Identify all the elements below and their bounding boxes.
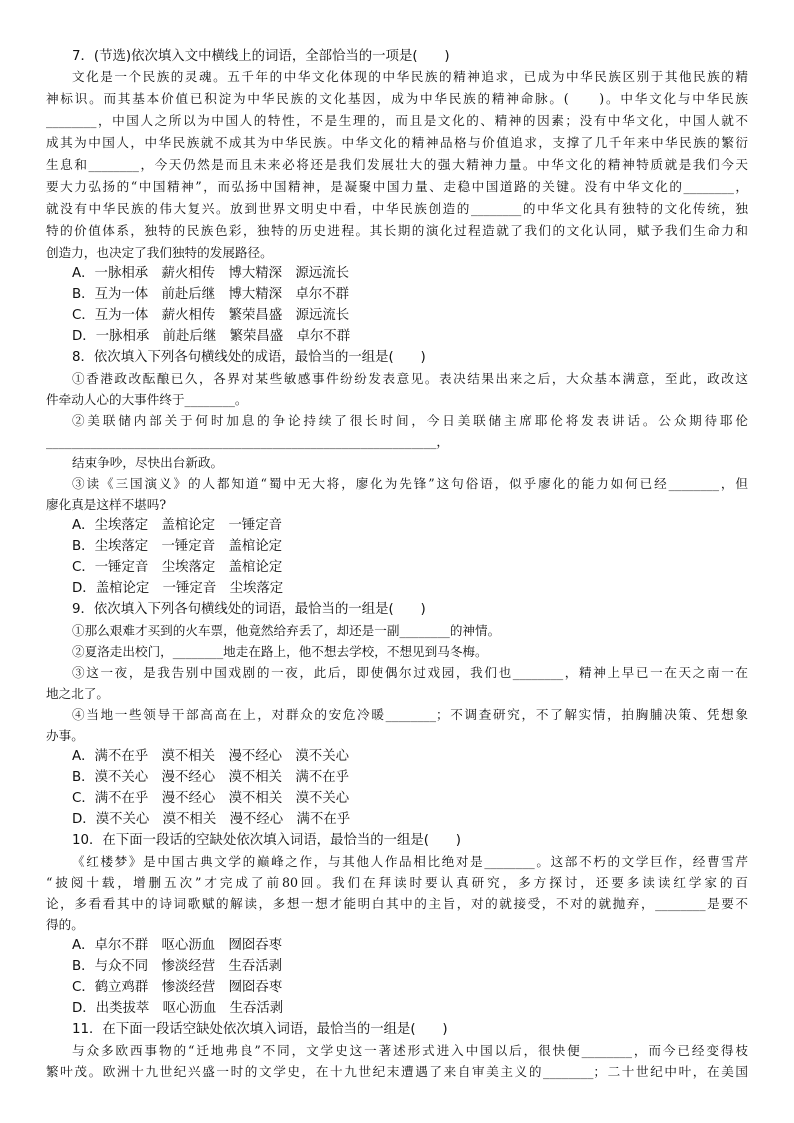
text-line: 生息和________，今天仍然是而且未来必将还是我们发展壮大的强大精神力量。中华文化的精神特质就是我们今天 [46,157,748,172]
text-line: 创造力，也决定了我们独特的发展路径。 [46,245,273,260]
text-line: ________，中国人之所以为中国人的特性，不是生理的，而且是文化的、精神的因素；没有中华文化，中国人就不 [46,113,748,128]
text-line: 廖化真是这样不堪吗? [46,497,167,512]
text-line: C．互为一体 薪火相传 繁荣昌盛 源远流长 [72,308,350,323]
text-line: 10．在下面一段话的空缺处依次填入词语，最恰当的一组是( ) [72,833,462,848]
text-line: ④当地一些领导干部高高在上，对群众的安危冷暖________；不调查研究，不了解实情，拍胸脯决策、凭想象 [72,707,748,722]
text-line: B．尘埃落定 一锤定音 盖棺论定 [72,539,283,554]
text-line: ③这一夜，是我告别中国戏剧的一夜，此后，即使偶尔过戏园，我们也________，精神上早已一在天之南一在 [72,665,748,680]
text-line: B．互为一体 前赴后继 博大精深 卓尔不群 [72,287,349,302]
text-line: ______________________________________________________________， [46,434,449,449]
text-line: A．卓尔不群 呕心沥血 囫囵吞枣 [72,938,283,953]
text-line: 成其为中国人，中华民族就不成其为中华民族。中华文化的精神品格与价值追求，支撑了几千年来中华民族的繁衍 [46,135,748,150]
text-line: 结束争吵，尽快出台新政。 [72,455,224,470]
text-line: 9．依次填入下列各句横线处的词语，最恰当的一组是( ) [72,602,426,617]
text-line: 就没有中华民族的伟大复兴。放到世界文明史中看，中华民族创造的________的中华文化具有独特的文化传统，独 [46,201,748,216]
text-line: 11．在下面一段话空缺处依次填入词语，最恰当的一组是( ) [72,1022,448,1037]
text-line: D．漠不关心 漠不相关 漫不经心 满不在乎 [72,812,351,827]
text-line: 神标识。而其基本价值已积淀为中华民族的文化基因，成为中华民族的精神命脉。( )。中华文化与中华民族 [46,91,748,106]
text-line: B．漠不关心 漫不经心 漠不相关 满不在乎 [72,770,349,785]
text-line: ③读《三国演义》的人都知道“蜀中无大将，廖化为先锋”这句俗语，似乎廖化的能力如何已经________，但 [72,476,748,491]
text-line: ②美联储内部关于何时加息的争论持续了很长时间，今日美联储主席耶伦将发表讲话。公众期待耶伦 [72,413,748,428]
text-line: 得的。 [46,917,84,932]
text-line: ①香港政改酝酿已久，各界对某些敏感事件纷纷发表意见。表决结果出来之后，大众基本满意，至此，政改这 [72,371,748,386]
text-line: 件牵动人心的大事件终于________。 [46,392,248,407]
text-line: 繁叶茂。欧洲十九世纪兴盛一时的文学史，在十九世纪末遭遇了来自审美主义的________；二十世纪中叶，在美国 [46,1064,748,1079]
text-line: ①那么艰难才买到的火车票，他竟然给弃丢了，却还是一副________的神情。 [72,623,501,638]
text-line: 8．依次填入下列各句横线处的成语，最恰当的一组是( ) [72,350,426,365]
text-line: 要大力弘扬的“中国精神”，而弘扬中国精神，是凝聚中国力量、走稳中国道路的关键。没有中华文化的________， [46,179,748,194]
text-line: 文化是一个民族的灵魂。五千年的中华文化体现的中华民族的精神追求，已成为中华民族区别于其他民族的精 [72,69,748,84]
text-line: D．出类拔萃 呕心沥血 生吞活剥 [72,1001,284,1016]
text-line: C．鹤立鸡群 惨淡经营 囫囵吞枣 [72,980,283,995]
text-line: B．与众不同 惨淡经营 生吞活剥 [72,959,283,974]
text-line: 《红楼梦》是中国古典文学的巅峰之作，与其他人作品相比绝对是________。这部不朽的文学巨作，经曹雪芹 [72,854,748,869]
text-line: A．尘埃落定 盖棺论定 一锤定音 [72,518,283,533]
text-line: 特的价值体系，独特的民族色彩，独特的历史进程。其长期的演化过程造就了我们的文化认同，赋予我们生命力和 [46,223,748,238]
text-line: A．满不在乎 漠不相关 漫不经心 漠不关心 [72,749,349,764]
text-line: C．一锤定音 尘埃落定 盖棺论定 [72,560,283,575]
text-line: ②夏洛走出校门，________地走在路上，他不想去学校，不想见到马冬梅。 [72,644,488,659]
text-line: 地之北了。 [46,686,109,701]
text-line: 7．(节选)依次填入文中横线上的词语，全部恰当的一项是( ) [72,49,450,64]
text-line: C．满不在乎 漫不经心 漠不相关 漠不关心 [72,791,350,806]
text-line: 论，多看看其中的诗词歌赋的解读，多想一想才能明白其中的主旨，对的就接受，不对的就抛弃，________是要不 [46,896,748,911]
text-line: “披阅十载，增删五次”才完成了前80回。我们在拜读时要认真研究，多方探讨，还要多读读红学家的百 [46,875,748,890]
text-line: 办事。 [46,728,84,743]
text-line: D．一脉相承 前赴后继 繁荣昌盛 卓尔不群 [72,329,351,344]
text-line: D．盖棺论定 一锤定音 尘埃落定 [72,581,284,596]
text-line: A．一脉相承 薪火相传 博大精深 源远流长 [72,266,349,281]
text-line: 与众多欧西事物的“迁地弗良”不同，文学史这一著述形式进入中国以后，很快便________，而今已经变得枝 [72,1043,748,1058]
